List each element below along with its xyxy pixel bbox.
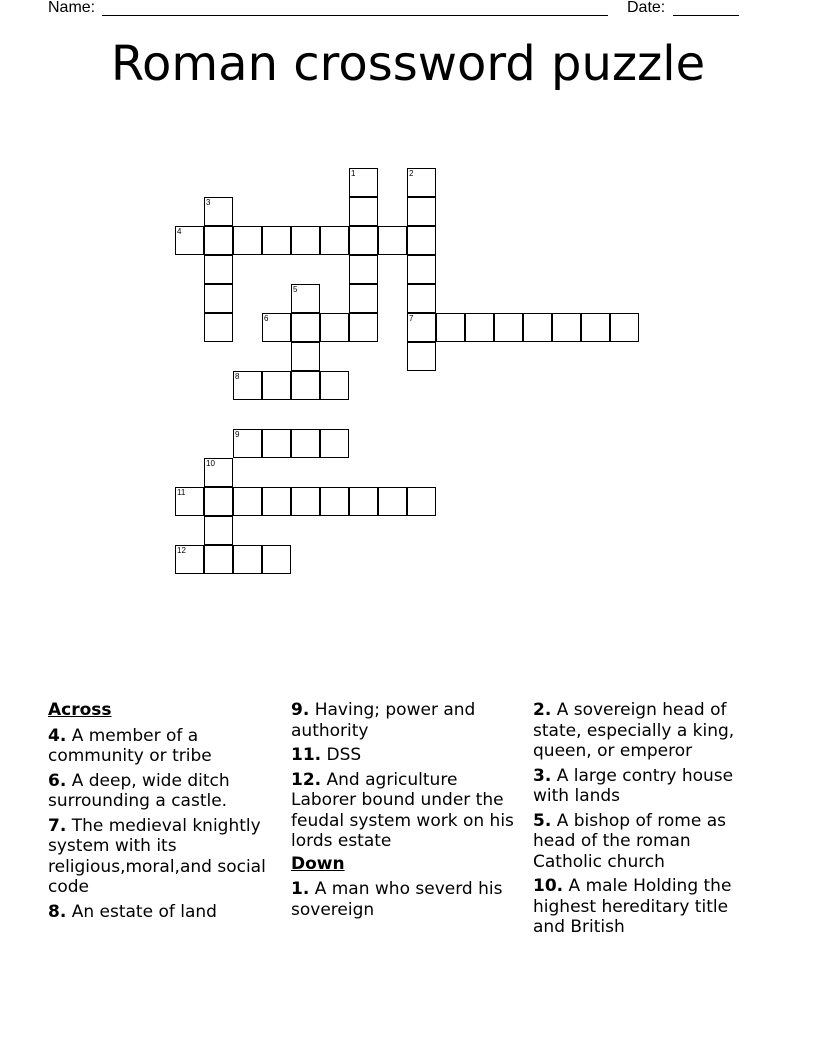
grid-cell[interactable] bbox=[349, 487, 378, 516]
cell-number: 8 bbox=[235, 372, 240, 381]
clue-across-8 bbox=[48, 902, 276, 923]
cell-number: 7 bbox=[409, 314, 414, 323]
name-label: Name: bbox=[48, 0, 96, 16]
clue-number: 7. bbox=[48, 815, 67, 836]
grid-cell[interactable] bbox=[349, 197, 378, 226]
grid-cell[interactable] bbox=[349, 168, 378, 197]
cell-number: 10 bbox=[206, 459, 215, 468]
grid-cell[interactable] bbox=[262, 487, 291, 516]
cell-number: 12 bbox=[177, 546, 186, 555]
grid-cell[interactable] bbox=[233, 371, 262, 400]
date-label: Date: bbox=[627, 0, 666, 16]
grid-cell[interactable] bbox=[204, 545, 233, 574]
grid-cell[interactable] bbox=[349, 255, 378, 284]
cell-number: 9 bbox=[235, 430, 240, 439]
grid-cell[interactable] bbox=[320, 371, 349, 400]
grid-cell[interactable] bbox=[204, 516, 233, 545]
clue-text: A large contry house with lands bbox=[533, 765, 734, 806]
grid-cell[interactable] bbox=[175, 545, 204, 574]
grid-cell[interactable] bbox=[320, 226, 349, 255]
grid-cell[interactable] bbox=[407, 487, 436, 516]
grid-cell[interactable] bbox=[233, 487, 262, 516]
grid-cell[interactable] bbox=[407, 255, 436, 284]
grid-cell[interactable] bbox=[407, 168, 436, 197]
grid-cell[interactable] bbox=[349, 226, 378, 255]
grid-cell[interactable] bbox=[204, 487, 233, 516]
grid-cell[interactable] bbox=[407, 226, 436, 255]
grid-cell[interactable] bbox=[407, 342, 436, 371]
cell-number: 4 bbox=[177, 227, 182, 236]
clue-text: DSS bbox=[326, 745, 362, 765]
grid-cell[interactable] bbox=[204, 313, 233, 342]
clue-down-10 bbox=[533, 876, 761, 938]
clue-text: An estate of land bbox=[71, 901, 217, 922]
grid-cell[interactable] bbox=[494, 313, 523, 342]
clue-text: A man who severd his sovereign bbox=[291, 879, 503, 920]
grid-cell[interactable] bbox=[320, 487, 349, 516]
puzzle-title: Roman crossword puzzle bbox=[110, 36, 706, 92]
grid-cell[interactable] bbox=[581, 313, 610, 342]
grid-cell[interactable] bbox=[262, 429, 291, 458]
grid-cell[interactable] bbox=[320, 429, 349, 458]
grid-cell[interactable] bbox=[349, 284, 378, 313]
clue-across-6 bbox=[48, 771, 276, 812]
clue-column-1 bbox=[48, 700, 276, 926]
grid-cell[interactable] bbox=[262, 371, 291, 400]
clue-across-9 bbox=[291, 700, 519, 741]
clue-across-11 bbox=[291, 745, 519, 766]
clue-text: A bishop of rome as head of the roman Catholic church bbox=[533, 810, 726, 872]
grid-cell[interactable] bbox=[610, 313, 639, 342]
grid-cell[interactable] bbox=[233, 429, 262, 458]
grid-cell[interactable] bbox=[291, 487, 320, 516]
grid-cell[interactable] bbox=[291, 371, 320, 400]
clue-column-3 bbox=[533, 700, 761, 942]
grid-cell[interactable] bbox=[320, 313, 349, 342]
clue-number: 2. bbox=[533, 700, 552, 720]
grid-cell[interactable] bbox=[291, 313, 320, 342]
grid-cell[interactable] bbox=[291, 226, 320, 255]
clue-across-4 bbox=[48, 726, 276, 767]
grid-cell[interactable] bbox=[407, 313, 436, 342]
clue-across-12 bbox=[291, 770, 519, 852]
clue-text: A deep, wide ditch surrounding a castle. bbox=[48, 770, 230, 811]
clue-text: The medieval knightly system with its religious,moral,and social code bbox=[48, 815, 266, 897]
clue-down-2 bbox=[533, 700, 761, 762]
clue-number: 3. bbox=[533, 765, 552, 786]
clue-across-7 bbox=[48, 816, 276, 898]
clue-text: And agriculture Laborer bound under the feudal system work on his lords estate bbox=[291, 769, 514, 851]
down-heading: Down bbox=[291, 853, 345, 874]
grid-cell[interactable] bbox=[262, 545, 291, 574]
grid-cell[interactable] bbox=[204, 458, 233, 487]
clue-text: A sovereign head of state, especially a king, queen, or emperor bbox=[533, 700, 735, 761]
clue-text: Having; power and authority bbox=[291, 700, 476, 741]
grid-cell[interactable] bbox=[465, 313, 494, 342]
cell-number: 1 bbox=[351, 169, 356, 178]
grid-cell[interactable] bbox=[407, 197, 436, 226]
grid-cell[interactable] bbox=[204, 255, 233, 284]
grid-cell[interactable] bbox=[407, 284, 436, 313]
grid-cell[interactable] bbox=[378, 226, 407, 255]
grid-cell[interactable] bbox=[349, 313, 378, 342]
clue-number: 10. bbox=[533, 876, 564, 896]
clue-number: 11. bbox=[291, 745, 322, 765]
clue-down-3 bbox=[533, 766, 761, 807]
clue-number: 4. bbox=[48, 725, 67, 746]
clue-column-2 bbox=[291, 700, 519, 924]
clue-number: 8. bbox=[48, 901, 67, 922]
clue-number: 12. bbox=[291, 769, 322, 790]
clue-down-5 bbox=[533, 811, 761, 873]
clue-text: A member of a community or tribe bbox=[48, 725, 212, 766]
clue-text: A male Holding the highest hereditary title and British bbox=[533, 876, 732, 937]
grid-cell[interactable] bbox=[175, 487, 204, 516]
cell-number: 11 bbox=[177, 488, 186, 497]
cell-number: 6 bbox=[264, 314, 269, 323]
grid-cell[interactable] bbox=[233, 226, 262, 255]
grid-cell[interactable] bbox=[262, 313, 291, 342]
clue-number: 1. bbox=[291, 879, 310, 899]
clue-number: 6. bbox=[48, 770, 67, 791]
grid-cell[interactable] bbox=[262, 226, 291, 255]
grid-cell[interactable] bbox=[175, 226, 204, 255]
cell-number: 5 bbox=[293, 285, 298, 294]
grid-cell[interactable] bbox=[523, 313, 552, 342]
cell-number: 3 bbox=[206, 198, 211, 207]
grid-cell[interactable] bbox=[291, 284, 320, 313]
cell-number: 2 bbox=[409, 169, 414, 178]
grid-cell[interactable] bbox=[204, 226, 233, 255]
grid-cell[interactable] bbox=[204, 197, 233, 226]
grid-cell[interactable] bbox=[291, 429, 320, 458]
across-heading: Across bbox=[48, 700, 112, 720]
grid-cell[interactable] bbox=[233, 545, 262, 574]
grid-cell[interactable] bbox=[552, 313, 581, 342]
grid-cell[interactable] bbox=[204, 284, 233, 313]
clue-number: 9. bbox=[291, 700, 310, 720]
grid-cell[interactable] bbox=[436, 313, 465, 342]
grid-cell[interactable] bbox=[378, 487, 407, 516]
clue-number: 5. bbox=[533, 810, 552, 831]
clue-down-1 bbox=[291, 879, 519, 920]
grid-cell[interactable] bbox=[291, 342, 320, 371]
